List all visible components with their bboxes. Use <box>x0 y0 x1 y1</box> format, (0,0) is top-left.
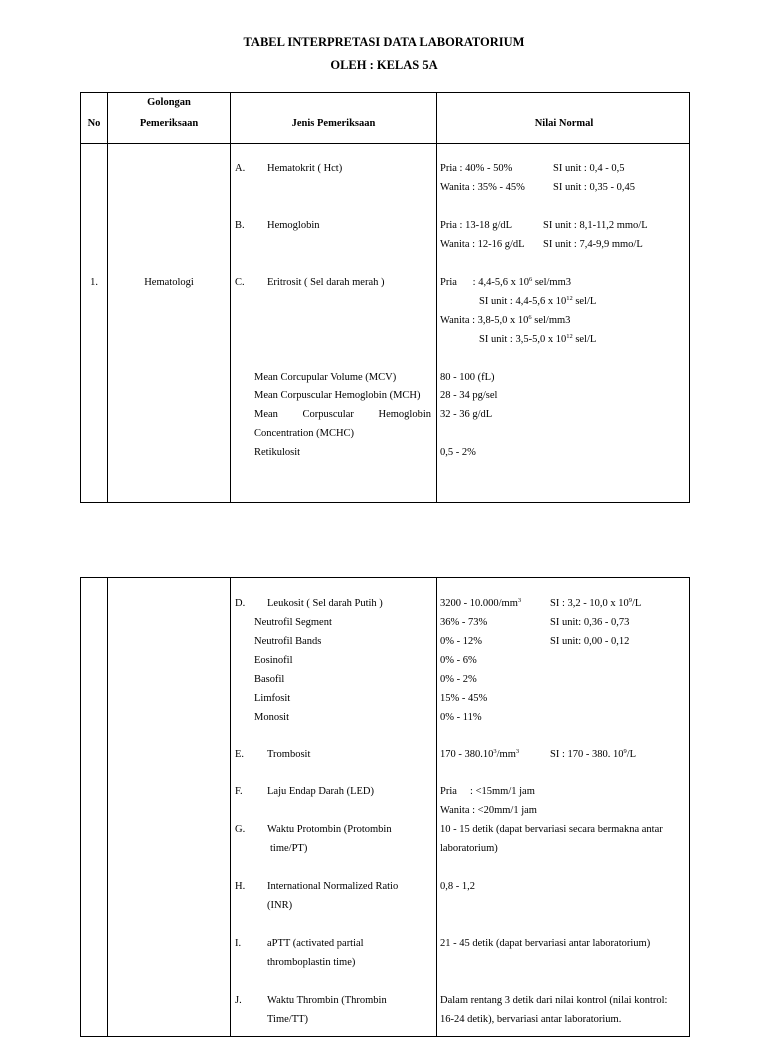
value-protombin: 10 - 15 detik (dapat bervariasi secara bermakna antar <box>440 824 663 835</box>
si-hemoglobin-pria: SI unit : 8,1-11,2 mmo/L <box>543 220 648 231</box>
differential-name: Monosit <box>254 712 290 723</box>
value-aptt: 21 - 45 detik (dapat bervariasi antar laboratorium) <box>440 938 651 949</box>
document-title: TABEL INTERPRETASI DATA LABORATORIUM <box>243 35 525 49</box>
item-letter: E. <box>235 749 245 760</box>
differential-si: SI unit: 0,00 - 0,12 <box>550 636 630 647</box>
differential-name: Basofil <box>254 674 285 685</box>
item-inr-line2: (INR) <box>267 900 293 911</box>
si-hemoglobin-wanita: SI unit : 7,4-9,9 mmo/L <box>543 239 643 250</box>
item-thrombin-line2: Time/TT) <box>267 1014 309 1025</box>
header-golongan-line1: Golongan <box>147 97 191 108</box>
item-trombosit: Trombosit <box>267 749 311 760</box>
value-leukosit: $3200 - 10.000/mm^3$ <box>440 597 522 609</box>
value-hemoglobin-pria: Pria : 13-18 g/dL <box>440 220 513 231</box>
differential-name: Eosinofil <box>254 655 293 666</box>
differential-value: 36% - 73% <box>440 617 488 628</box>
value-hemoglobin-wanita: Wanita : 12-16 g/dL <box>440 239 525 250</box>
value-mch: 28 - 34 pg/sel <box>440 390 498 401</box>
header-jenis: Jenis Pemeriksaan <box>291 118 376 129</box>
item-aptt: aPTT (activated partial <box>267 938 364 949</box>
differential-value: 0% - 6% <box>440 655 477 666</box>
item-letter: I. <box>235 938 242 949</box>
item-eritrosit: Eritrosit ( Sel darah merah ) <box>267 277 385 288</box>
value-thrombin: Dalam rentang 3 detik dari nilai kontrol (nilai kontrol: <box>440 995 668 1006</box>
value-mcv: 80 - 100 (fL) <box>440 372 495 383</box>
column-divider <box>107 93 108 502</box>
si-eritrosit-wanita: SI unit : 3,5-5,0 x $10^{12}$ sel/L <box>479 333 597 345</box>
header-no: No <box>87 118 101 129</box>
differential-value: 15% - 45% <box>440 693 488 704</box>
value-eritrosit-wanita: Wanita : 3,8-5,0 x $10^6$ sel/mm3 <box>440 314 571 326</box>
value-led-wanita: Wanita : <20mm/1 jam <box>440 805 537 816</box>
value-retikulosit: 0,5 - 2% <box>440 447 476 458</box>
header-divider <box>81 143 689 144</box>
document-subtitle: OLEH : KELAS 5A <box>330 58 438 72</box>
row-number: 1. <box>90 277 98 288</box>
item-mch: Mean Corpuscular Hemoglobin (MCH) <box>254 390 421 401</box>
value-mchc: 32 - 36 g/dL <box>440 409 493 420</box>
item-thrombin: Waktu Thrombin (Thrombin <box>267 995 387 1006</box>
si-leukosit: SI : 3,2 - 10,0 x $10^9/L$ <box>550 597 642 609</box>
column-divider <box>230 578 231 1036</box>
si-hematokrit-wanita: SI unit : 0,35 - 0,45 <box>553 182 635 193</box>
header-nilai: Nilai Normal <box>534 118 594 129</box>
item-hematokrit: Hematokrit ( Hct) <box>267 163 343 174</box>
item-hemoglobin: Hemoglobin <box>267 220 320 231</box>
value-eritrosit-pria: Pria : 4,4-5,6 x $10^6$ sel/mm3 <box>440 276 571 288</box>
value-led-pria: Pria : <15mm/1 jam <box>440 786 535 797</box>
lab-table-hematologi-cont <box>80 577 690 1037</box>
column-divider <box>436 578 437 1036</box>
item-letter: F. <box>235 786 243 797</box>
item-letter: J. <box>235 995 242 1006</box>
item-letter: H. <box>235 881 246 892</box>
si-trombosit: SI : 170 - 380. $10^9/L$ <box>550 748 637 760</box>
differential-value: 0% - 12% <box>440 636 482 647</box>
si-hematokrit-pria: SI unit : 0,4 - 0,5 <box>553 163 625 174</box>
column-divider <box>436 93 437 502</box>
value-hematokrit-wanita: Wanita : 35% - 45% <box>440 182 525 193</box>
differential-name: Limfosit <box>254 693 291 704</box>
item-letter: A. <box>235 163 246 174</box>
lab-table-hematologi <box>80 92 690 503</box>
header-golongan-line2: Pemeriksaan <box>139 118 199 129</box>
item-aptt-line2: thromboplastin time) <box>267 957 356 968</box>
item-mcv: Mean Corcupular Volume (MCV) <box>254 372 397 383</box>
item-letter: G. <box>235 824 246 835</box>
item-letter: C. <box>235 277 245 288</box>
item-retikulosit: Retikulosit <box>254 447 301 458</box>
differential-name: Neutrofil Segment <box>254 617 332 628</box>
si-eritrosit-pria: SI unit : 4,4-5,6 x $10^{12}$ sel/L <box>479 295 597 307</box>
item-led: Laju Endap Darah (LED) <box>267 786 374 797</box>
value-hematokrit-pria: Pria : 40% - 50% <box>440 163 513 174</box>
item-inr: International Normalized Ratio <box>267 881 399 892</box>
column-divider <box>230 93 231 502</box>
item-mchc-line2: Concentration (MCHC) <box>254 428 355 439</box>
item-mchc: Mean Corpuscular Hemoglobin <box>254 409 431 420</box>
differential-si: SI unit: 0,36 - 0,73 <box>550 617 630 628</box>
differential-value: 0% - 11% <box>440 712 482 723</box>
item-protombin-line2: time/PT) <box>270 843 308 854</box>
value-inr: 0,8 - 1,2 <box>440 881 475 892</box>
item-letter: D. <box>235 598 246 609</box>
item-letter: B. <box>235 220 245 231</box>
item-protombin: Waktu Protombin (Protombin <box>267 824 392 835</box>
golongan-hematologi: Hematologi <box>144 277 194 288</box>
differential-value: 0% - 2% <box>440 674 477 685</box>
differential-name: Neutrofil Bands <box>254 636 322 647</box>
column-divider <box>107 578 108 1036</box>
value-trombosit: $170 - 380.10^3/mm^3$ <box>440 748 520 760</box>
value-protombin-line2: laboratorium) <box>440 843 498 854</box>
item-leukosit: Leukosit ( Sel darah Putih ) <box>267 598 383 609</box>
value-thrombin-line2: 16-24 detik), bervariasi antar laboratorium. <box>440 1014 622 1025</box>
